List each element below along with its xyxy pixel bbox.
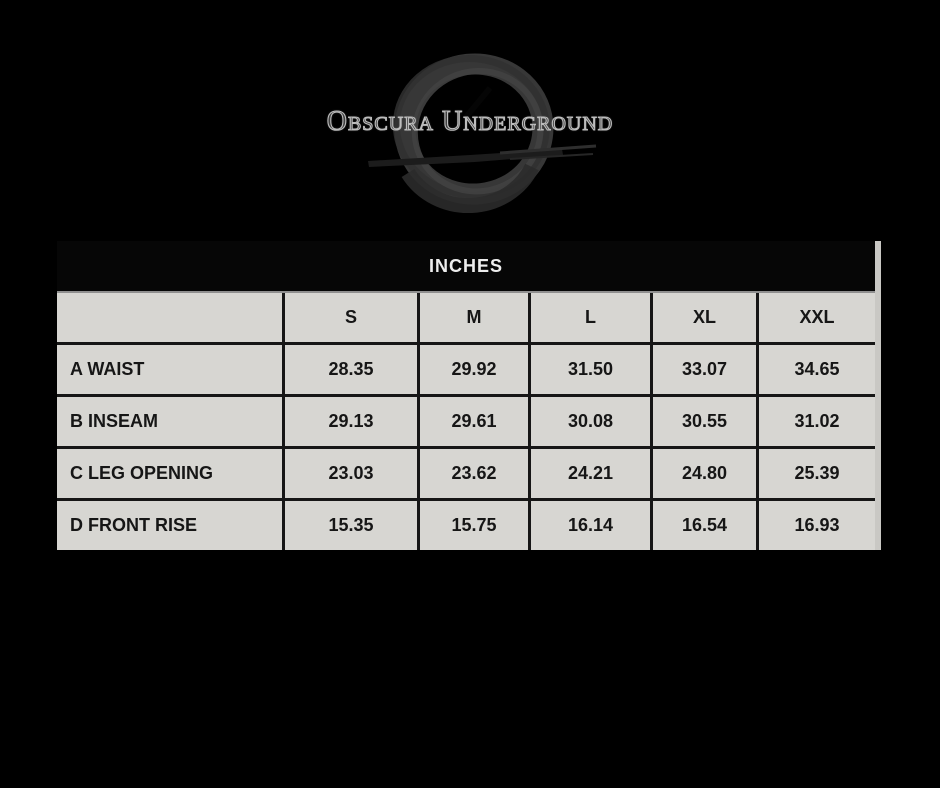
corner-cell: [57, 293, 282, 342]
brand-name: Obscura Underground: [326, 106, 614, 137]
size-chart-table: [57, 241, 881, 550]
row-label-front-rise: D FRONT RISE: [57, 501, 282, 550]
value-cell: 31.02: [759, 397, 875, 446]
brand-logo: [0, 0, 940, 230]
col-header-s: S: [285, 293, 417, 342]
value-cell: 16.14: [531, 501, 650, 550]
value-cell: 30.55: [653, 397, 756, 446]
col-header-xxl: XXL: [759, 293, 875, 342]
value-cell: 16.54: [653, 501, 756, 550]
value-cell: 29.61: [420, 397, 528, 446]
size-grid: [57, 291, 875, 550]
value-cell: 24.80: [653, 449, 756, 498]
value-cell: 23.03: [285, 449, 417, 498]
value-cell: 16.93: [759, 501, 875, 550]
col-header-m: M: [420, 293, 528, 342]
value-cell: 15.35: [285, 501, 417, 550]
value-cell: 29.92: [420, 345, 528, 394]
unit-header: INCHES: [57, 241, 875, 291]
value-cell: 25.39: [759, 449, 875, 498]
value-cell: 30.08: [531, 397, 650, 446]
col-header-l: L: [531, 293, 650, 342]
value-cell: 15.75: [420, 501, 528, 550]
col-header-xl: XL: [653, 293, 756, 342]
value-cell: 34.65: [759, 345, 875, 394]
row-label-leg-opening: C LEG OPENING: [57, 449, 282, 498]
value-cell: 24.21: [531, 449, 650, 498]
row-label-waist: A WAIST: [57, 345, 282, 394]
value-cell: 29.13: [285, 397, 417, 446]
value-cell: 33.07: [653, 345, 756, 394]
row-label-inseam: B INSEAM: [57, 397, 282, 446]
value-cell: 28.35: [285, 345, 417, 394]
value-cell: 23.62: [420, 449, 528, 498]
value-cell: 31.50: [531, 345, 650, 394]
